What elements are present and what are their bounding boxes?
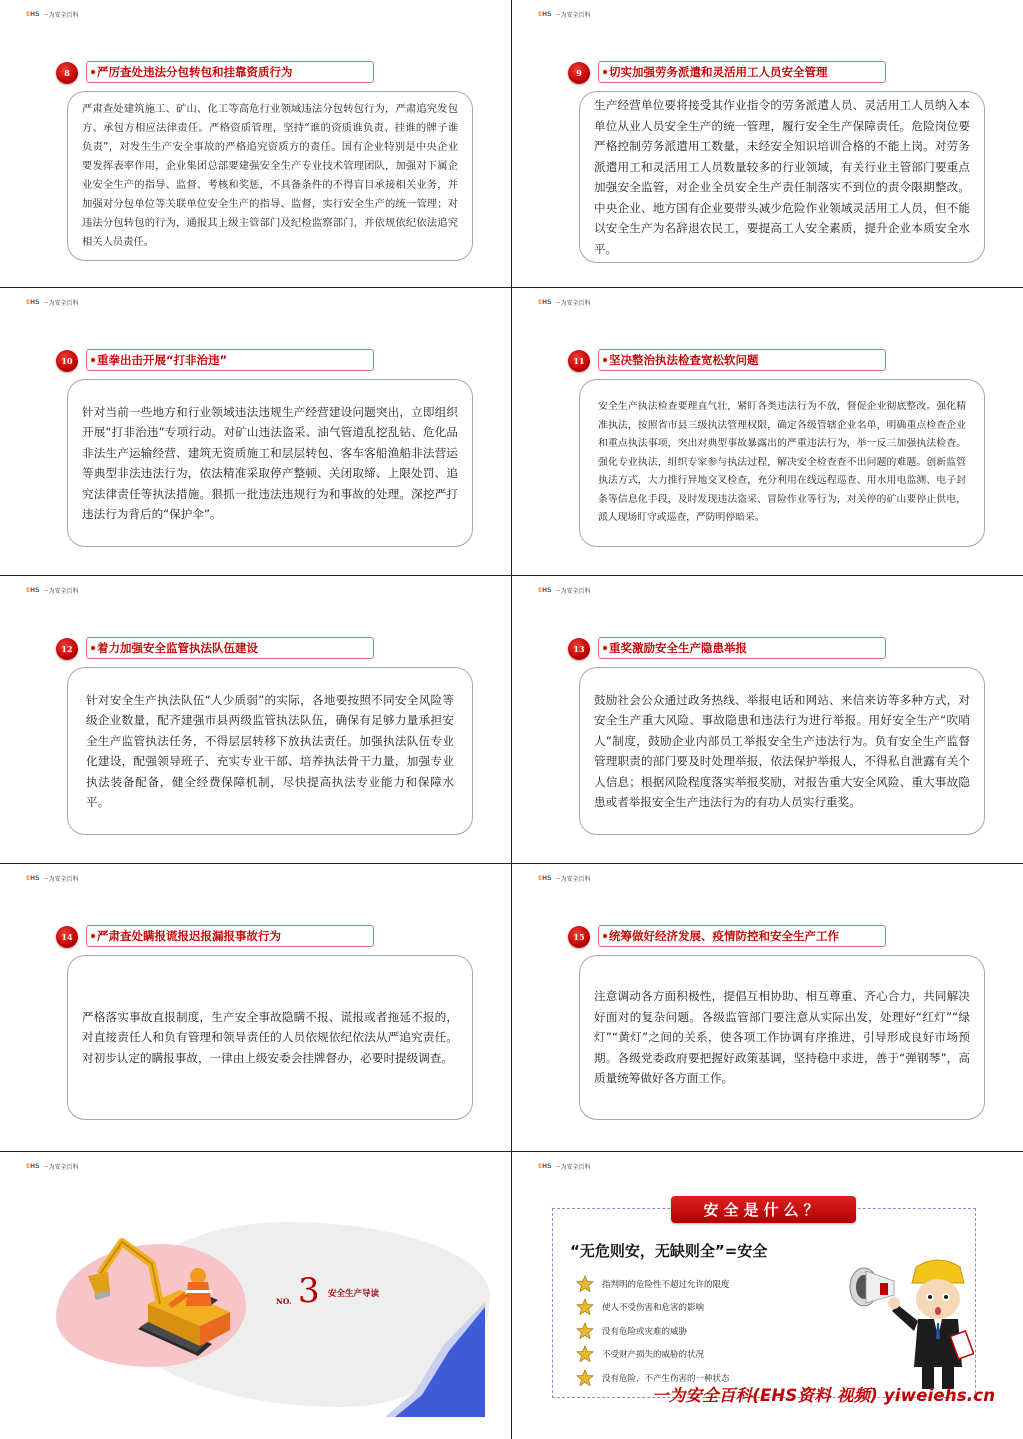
section-title-box xyxy=(86,61,374,83)
content-box xyxy=(579,379,985,547)
body-text: 生产经营单位要将接受其作业指令的劳务派遣人员、灵活用工人员纳入本单位从业人员安全生产的统一管理，履行安全生产保障责任。危险岗位要严格控制劳务派遣用工数量，未经安全知识培训合格的不能上岗。对劳务派遣用工和灵活用工人员数量较多的行业领域，有关行业主管部门要重点加强安全监管，对企业全员安全生产责任制落实不到位的责令限期整改。中央企业、地方国有企业要带头减少危险作业领域灵活用工人员，但不能以安全生产为名辞退农民工，要提高工人安全素质，提升企业本质安全水平。 xyxy=(594,98,970,256)
safety-motto: “无危则安，无缺则全”=安全 xyxy=(570,1242,768,1260)
brand-logo xyxy=(26,874,78,883)
brand-name: 一为安全百科 xyxy=(554,588,591,595)
star-icon xyxy=(576,1369,594,1387)
slide-12 xyxy=(0,576,511,863)
section-title: 着力加强安全监管执法队伍建设 xyxy=(97,641,258,655)
brand-name: 一为安全百科 xyxy=(42,12,79,19)
list-item: 指判明的危险性不超过允许的限度 xyxy=(576,1272,730,1296)
section-title: 重拳出击开展“打非治违” xyxy=(97,353,228,367)
list-item: 使人不受伤害和危害的影响 xyxy=(576,1296,730,1320)
brand-name: 一为安全百科 xyxy=(42,876,79,883)
ehs-logo-icon: EHS xyxy=(26,11,40,18)
slide-9 xyxy=(512,0,1023,287)
body-text: 严肃查处建筑施工、矿山、化工等高危行业领域违法分包转包行为，严肃追究发包方、承包方相应法律责任。严格资质管理，坚持“谁的资质谁负责、挂谁的牌子谁负责”，对发生生产安全事故的严格追究资质方的责任。国有企业特别是中央企业要发挥表率作用，企业集团总部要建强安全生产专业技术管理团队，加强对下属企业安全生产的指导、监督、考核和奖惩，不具备条件的不得盲目承接相关业务，并加强对分包单位等关联单位安全生产的指导、监督，实行安全生产的统一管理；对违法分包转包的行为，通报其上级主管部门及纪检监察部门，并依规依纪依法追究相关人员责任。 xyxy=(82,103,458,248)
brand-name: 一为安全百科 xyxy=(42,588,79,595)
section-title: 切实加强劳务派遣和灵活用工人员安全管理 xyxy=(609,65,828,79)
bullet-dot-icon xyxy=(91,358,95,362)
star-icon xyxy=(576,1322,594,1340)
slide-11 xyxy=(512,288,1023,575)
brand-logo xyxy=(26,10,78,19)
list-item: 没有危险，不产生伤害的一种状态 xyxy=(576,1366,730,1390)
brand-logo xyxy=(538,10,590,19)
list-item: 不受财产损失的威胁的状况 xyxy=(576,1343,730,1367)
body-text: 针对当前一些地方和行业领域违法违规生产经营建设问题突出，立即组织开展“打非治违”专项行动。对矿山违法盗采、油气管道乱挖乱钻、危化品非法生产运输经营、建筑无资质施工和层层转包、客车客船渔船非法营运等典型非法违法行为，依法精准采取停产整顿、关闭取缔、上限处罚、追究法律责任等执法措施。狠抓一批违法违规行为和事故的处理。深挖严打违法行为背后的“保护伞”。 xyxy=(82,404,458,521)
slide-15 xyxy=(512,864,1023,1151)
content-box xyxy=(67,91,473,261)
content-box xyxy=(579,667,985,835)
horizontal-divider xyxy=(0,575,1023,576)
brand-name: 一为安全百科 xyxy=(554,300,591,307)
section-title-box xyxy=(86,637,374,659)
slide-13 xyxy=(512,576,1023,863)
content-box xyxy=(579,91,985,263)
ehs-logo-icon: EHS xyxy=(538,587,552,594)
star-icon xyxy=(576,1298,594,1316)
section-title-box xyxy=(598,61,886,83)
section-title: 坚决整治执法检查宽松软问题 xyxy=(609,353,759,367)
section-number: 3 xyxy=(298,1271,320,1311)
brand-name: 一为安全百科 xyxy=(554,12,591,19)
safety-officer-megaphone-icon xyxy=(842,1257,974,1392)
brand-name: 一为安全百科 xyxy=(42,300,79,307)
content-box xyxy=(67,667,473,835)
horizontal-divider xyxy=(0,287,1023,288)
watermark-text: 一为安全百科(EHS资料 视频) yiweiehs.cn xyxy=(652,1386,996,1405)
what-is-safety-slide xyxy=(512,1152,1023,1439)
section-title: 严肃查处瞒报谎报迟报漏报事故行为 xyxy=(97,929,281,943)
section-divider-slide xyxy=(0,1152,511,1439)
section-title-box xyxy=(86,925,374,947)
slide-14 xyxy=(0,864,511,1151)
content-box xyxy=(67,955,473,1120)
slide-8 xyxy=(0,0,511,287)
brand-name: 一为安全百科 xyxy=(554,1164,591,1171)
bullet-dot-icon xyxy=(603,646,607,650)
star-icon xyxy=(576,1275,594,1293)
section-no-label: NO. xyxy=(276,1297,292,1306)
section-title-box xyxy=(598,349,886,371)
ehs-logo-icon: EHS xyxy=(26,587,40,594)
number-badge: 11 xyxy=(568,350,590,372)
number-badge: 8 xyxy=(56,62,78,84)
body-text: 注意调动各方面积极性，提倡互相协助、相互尊重、齐心合力，共同解决好面对的复杂问题。各级监管部门要注意从实际出发，处理好“红灯”“绿灯”“黄灯”之间的关系，使各项工作协调有序推进，引导形成良好市场预期。各级党委政府要把握好政策基调，坚持稳中求进，善于“弹钢琴”，高质量统筹做好各方面工作。 xyxy=(594,989,970,1086)
bullet-dot-icon xyxy=(91,646,95,650)
ehs-logo-icon: EHS xyxy=(538,1163,552,1170)
brand-logo xyxy=(538,298,590,307)
horizontal-divider xyxy=(0,863,1023,864)
bullet-dot-icon xyxy=(603,358,607,362)
safety-definition-list xyxy=(576,1272,730,1390)
section-title: 统筹做好经济发展、疫情防控和安全生产工作 xyxy=(609,929,839,943)
brand-logo xyxy=(538,874,590,883)
content-box xyxy=(67,379,473,547)
body-text: 安全生产执法检查要理直气壮，紧盯各类违法行为不放，督促企业彻底整改。强化精准执法，按照省市县三级执法管理权限，确定各级管辖企业名单，明确重点检查企业和重点执法事项，突出对典型事故暴露出的严重违法行为，举一反三加强执法检查。强化专业执法，组织专家参与执法过程，解决安全检查查不出问题的难题。创新监管执法方式，大力推行异地交叉检查，充分利用在线远程巡查、用水用电监测、电子封条等信息化手段，及时发现违法盗采、冒险作业等行为，对关停的矿山要停止供电，派人现场盯守或巡查，严防明停暗采。 xyxy=(598,400,966,524)
number-badge: 9 xyxy=(568,62,590,84)
brand-logo xyxy=(538,1162,590,1171)
bullet-dot-icon xyxy=(91,70,95,74)
body-text: 严格落实事故直报制度，生产安全事故隐瞒不报、谎报或者拖延不报的，对直接责任人和负有管理和领导责任的人员依规依纪依法从严追究责任。对初步认定的瞒报事故，一律由上级安委会挂牌督办，必要时提级调查。 xyxy=(82,1009,458,1065)
safety-header-banner: 安全是什么？ xyxy=(671,1196,856,1223)
ehs-logo-icon: EHS xyxy=(26,875,40,882)
number-badge: 10 xyxy=(56,350,78,372)
number-badge: 12 xyxy=(56,638,78,660)
brand-logo xyxy=(26,298,78,307)
ehs-logo-icon: EHS xyxy=(538,11,552,18)
section-title: 安全生产导读 xyxy=(328,1289,380,1299)
brand-name: 一为安全百科 xyxy=(554,876,591,883)
horizontal-divider xyxy=(0,1151,1023,1152)
body-text: 针对安全生产执法队伍“人少质弱”的实际，各地要按照不同安全风险等级企业数量，配齐建强市县两级监管执法队伍，确保有足够力量承担安全生产监管执法任务，不得层层转移下放执法责任。加强执法队伍专业化建设，配强领导班子、充实专业干部、培养执法骨干力量，加强专业执法装备配备，健全经费保障机制，尽快提高执法专业能力和保障水平。 xyxy=(86,692,454,809)
number-badge: 14 xyxy=(56,926,78,948)
excavator-illustration-icon xyxy=(80,1234,240,1369)
bullet-dot-icon xyxy=(603,70,607,74)
slide-10 xyxy=(0,288,511,575)
body-text: 鼓励社会公众通过政务热线、举报电话和网站、来信来访等多种方式，对安全生产重大风险、事故隐患和违法行为进行举报。用好安全生产“吹哨人”制度，鼓励企业内部员工举报安全生产违法行为。负有安全生产监督管理职责的部门要及时处理举报，依法保护举报人，不得私自泄露有关个人信息；根据风险程度落实举报奖励，对报告重大安全风险、重大事故隐患或者举报安全生产违法行为的有功人员实行重奖。 xyxy=(594,692,970,809)
ehs-logo-icon: EHS xyxy=(26,299,40,306)
section-title-box xyxy=(598,925,886,947)
section-title: 严厉查处违法分包转包和挂靠资质行为 xyxy=(97,65,293,79)
brand-logo xyxy=(26,1162,78,1171)
number-badge: 15 xyxy=(568,926,590,948)
section-title: 重奖激励安全生产隐患举报 xyxy=(609,641,747,655)
brand-name: 一为安全百科 xyxy=(42,1164,79,1171)
ehs-logo-icon: EHS xyxy=(538,875,552,882)
brand-logo xyxy=(538,586,590,595)
star-icon xyxy=(576,1345,594,1363)
number-badge: 13 xyxy=(568,638,590,660)
bullet-dot-icon xyxy=(91,934,95,938)
ehs-logo-icon: EHS xyxy=(26,1163,40,1170)
section-title-box xyxy=(598,637,886,659)
section-title-box xyxy=(86,349,374,371)
ehs-logo-icon: EHS xyxy=(538,299,552,306)
bullet-dot-icon xyxy=(603,934,607,938)
list-item: 没有危险或灾难的威胁 xyxy=(576,1319,730,1343)
vertical-divider xyxy=(511,0,512,1439)
brand-logo xyxy=(26,586,78,595)
content-box xyxy=(579,955,985,1120)
